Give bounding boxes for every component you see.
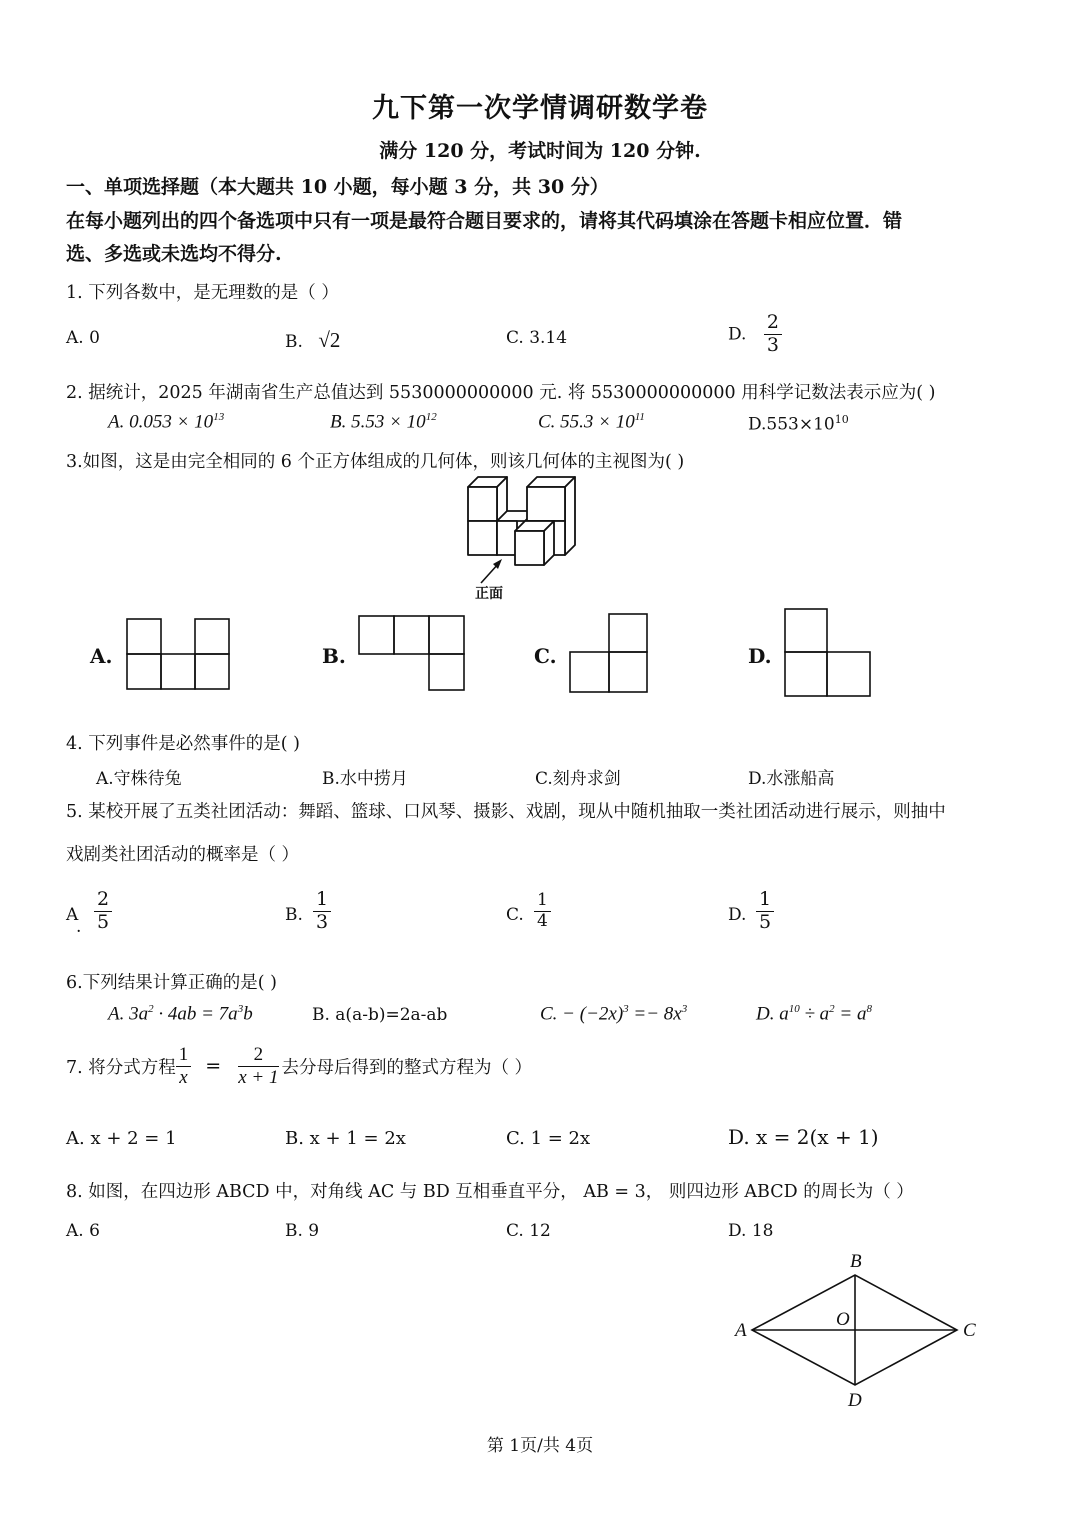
- fraction-denominator: 3: [316, 910, 329, 933]
- q5-option-d[interactable]: [756, 889, 774, 934]
- q4-option-b[interactable]: B.水中捞月: [322, 769, 408, 789]
- page-subtitle: 满分 120 分，考试时间为 120 分钟.: [379, 140, 701, 162]
- q5-option-a[interactable]: [94, 889, 112, 934]
- q8-option-a[interactable]: A. 6: [66, 1221, 100, 1241]
- point-b-label: B: [850, 1251, 862, 1272]
- q2-d-exp: 10: [834, 413, 849, 426]
- point-a-label: A: [735, 1320, 747, 1341]
- fraction-numerator: 1: [756, 889, 774, 912]
- question-6-stem: 6.下列结果计算正确的是( ): [66, 973, 277, 993]
- q8-option-d[interactable]: D. 18: [728, 1221, 774, 1241]
- point-c-label: C: [963, 1320, 976, 1341]
- q6-c-exp2: 3: [681, 1003, 688, 1015]
- fraction-numerator: 1: [176, 1044, 192, 1067]
- q6-option-a[interactable]: [108, 1003, 253, 1025]
- section-heading: 一、单项选择题（本大题共 10 小题，每小题 3 分，共 30 分）: [66, 176, 609, 198]
- q1-option-a[interactable]: A. 0: [66, 328, 100, 348]
- q1-option-d-fraction: [764, 312, 782, 357]
- q5-option-a-dot: .: [76, 917, 82, 937]
- fraction-denominator: x + 1: [238, 1066, 279, 1088]
- q6-d-part3: = a: [834, 1003, 867, 1025]
- q5-option-b[interactable]: [313, 889, 331, 934]
- q7-option-a[interactable]: A. x + 2 = 1: [66, 1128, 177, 1149]
- q6-option-d[interactable]: [756, 1003, 872, 1025]
- q7-option-b[interactable]: B. x + 1 = 2x: [285, 1128, 406, 1149]
- q2-a-exp: 13: [213, 411, 225, 423]
- q5-option-c[interactable]: [534, 891, 551, 931]
- q6-d-exp1: 10: [788, 1003, 800, 1015]
- q6-d-part2: ÷ a: [799, 1003, 830, 1025]
- q2-option-c[interactable]: [538, 411, 645, 433]
- q7-option-d[interactable]: D. x = 2(x + 1): [728, 1125, 879, 1149]
- rhombus-abcd-figure: [732, 1252, 972, 1412]
- equals-sign: =: [205, 1055, 222, 1078]
- q4-option-d[interactable]: D.水涨船高: [748, 769, 835, 789]
- q4-option-a[interactable]: A.守株待兔: [96, 769, 182, 789]
- fraction-denominator: x: [179, 1066, 188, 1088]
- q3-option-b-figure[interactable]: [356, 613, 466, 693]
- page-number: 第 1页/共 4页: [486, 1436, 594, 1456]
- q1-option-c[interactable]: C. 3.14: [506, 328, 568, 348]
- q5-option-b-label: B.: [285, 905, 303, 925]
- question-2-stem: 2. 据统计，2025 年湖南省生产总值达到 5530000000000 元. 将 5530000000000 用科学记数法表示应为( ): [66, 383, 936, 403]
- question-5-stem-line1: 5. 某校开展了五类社团活动：舞蹈、篮球、口风琴、摄影、戏剧，现从中随机抽取一类社团活动进行展示，则抽中: [66, 802, 946, 822]
- q6-c-exp1: 3: [623, 1003, 629, 1015]
- q2-a-base: A. 0.053 × 10: [108, 411, 214, 433]
- q6-c-part1: C. − (−2x): [540, 1003, 624, 1025]
- q3-option-d-figure[interactable]: [782, 606, 874, 701]
- q7-stem-pre: 7. 将分式方程: [66, 1057, 176, 1078]
- q3-option-c-label[interactable]: C.: [534, 644, 557, 668]
- q7-stem-post: 去分母后得到的整式方程为（ ）: [281, 1057, 533, 1078]
- q2-b-base: B. 5.53 × 10: [330, 411, 426, 433]
- q5-option-a-label: A: [66, 905, 79, 925]
- q6-c-part2: =− 8x: [628, 1003, 682, 1025]
- q6-d-part1: D. a: [756, 1003, 789, 1025]
- q8-option-b[interactable]: B. 9: [285, 1221, 320, 1241]
- q5-option-d-label: D.: [728, 905, 747, 925]
- q2-option-d[interactable]: [748, 413, 849, 435]
- fraction-denominator: 5: [759, 910, 772, 933]
- q6-a-part1: A. 3a: [108, 1003, 149, 1025]
- front-view-label: 正面: [475, 586, 503, 602]
- q6-a-part3: b: [243, 1003, 253, 1025]
- question-7-stem: [66, 1044, 532, 1089]
- point-d-label: D: [848, 1390, 862, 1411]
- q6-d-exp2: 2: [829, 1003, 835, 1015]
- q3-option-b-label[interactable]: B.: [322, 644, 346, 668]
- q7-rhs-fraction: [235, 1044, 281, 1089]
- q3-option-a-label[interactable]: A.: [90, 644, 113, 668]
- q3-option-d-label[interactable]: D.: [748, 644, 772, 668]
- question-5-stem-line2: 戏剧类社团活动的概率是（ ）: [66, 845, 300, 865]
- page-title: 九下第一次学情调研数学卷: [372, 93, 708, 124]
- q1-option-b-label: B.: [285, 332, 303, 352]
- sqrt-two: √2: [318, 328, 341, 352]
- q1-option-d[interactable]: [728, 312, 782, 357]
- q4-option-c[interactable]: C.刻舟求剑: [535, 769, 621, 789]
- fraction-numerator: 1: [313, 889, 331, 912]
- point-o-label: O: [836, 1309, 850, 1330]
- fraction-denominator: 5: [97, 910, 110, 933]
- q6-d-exp3: 8: [866, 1003, 872, 1015]
- q6-a-part2: · 4ab = 7a: [153, 1003, 238, 1025]
- q2-option-a[interactable]: [108, 411, 224, 433]
- q5-option-c-label: C.: [506, 905, 524, 925]
- q6-a-exp2: 3: [237, 1003, 244, 1015]
- fraction-denominator: 4: [537, 910, 548, 931]
- fraction-numerator: 2: [764, 312, 782, 335]
- question-1-stem: 1. 下列各数中，是无理数的是（ ）: [66, 283, 339, 303]
- section-instruction-line1: 在每小题列出的四个备选项中只有一项是最符合题目要求的，请将其代码填涂在答题卡相应位置．错: [66, 210, 903, 232]
- q8-option-c[interactable]: C. 12: [506, 1221, 551, 1241]
- q6-option-b[interactable]: B. a(a-b)=2a-ab: [312, 1005, 448, 1025]
- fraction-numerator: 1: [534, 891, 551, 912]
- fraction-denominator: 3: [766, 333, 779, 356]
- q1-option-d-label: D.: [728, 324, 747, 345]
- q6-option-c[interactable]: [540, 1003, 687, 1025]
- question-4-stem: 4. 下列事件是必然事件的是( ): [66, 734, 300, 754]
- q7-option-c[interactable]: C. 1 = 2x: [506, 1128, 591, 1149]
- question-8-stem: 8. 如图，在四边形 ABCD 中，对角线 AC 与 BD 互相垂直平分， AB = 3， 则四边形 ABCD 的周长为（ ）: [66, 1182, 914, 1202]
- q2-d-base: D.553×10: [748, 414, 835, 435]
- q7-lhs-fraction: [176, 1044, 192, 1089]
- q2-b-exp: 12: [425, 411, 437, 423]
- q3-option-a-figure[interactable]: [124, 616, 234, 691]
- q2-c-base: C. 55.3 × 10: [538, 411, 635, 433]
- q6-a-exp1: 2: [148, 1003, 154, 1015]
- q2-c-exp: 11: [634, 411, 645, 423]
- section-instruction-line2: 选、多选或未选均不得分.: [66, 243, 282, 265]
- question-3-stem: 3.如图，这是由完全相同的 6 个正方体组成的几何体，则该几何体的主视图为( ): [66, 452, 685, 472]
- q1-option-b[interactable]: [285, 328, 340, 353]
- q3-option-c-figure[interactable]: [567, 611, 652, 696]
- fraction-numerator: 2: [238, 1044, 280, 1067]
- fraction-numerator: 2: [94, 889, 112, 912]
- q2-option-b[interactable]: [330, 411, 437, 433]
